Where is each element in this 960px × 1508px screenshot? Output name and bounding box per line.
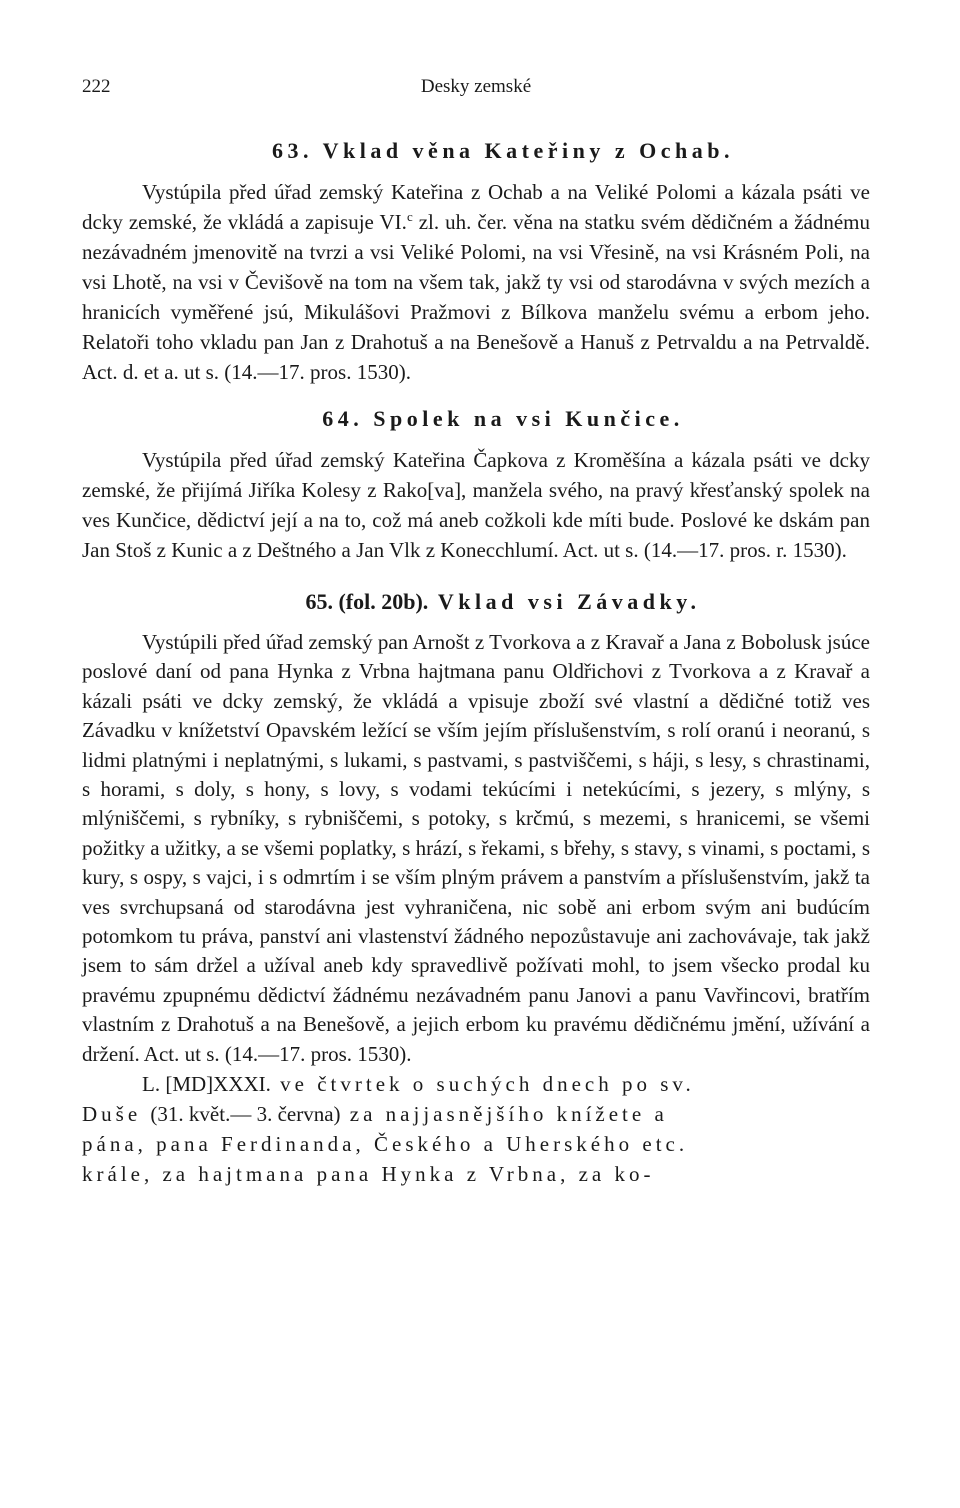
closing-line-2-plain: (31. květ.— 3. června): [150, 1102, 341, 1127]
closing-line-4: krále, za hajtmana pana Hynka z Vrbna, za ko-: [82, 1162, 655, 1187]
section-title-65-prefix: 65. (fol. 20b).: [305, 589, 429, 614]
section-body-63-part-1: Vystúpila před úřad zemský Kateřina z Ochab a na Veliké Polomi a kázala psáti ve dcky zemské, že vkládá a zapisuje VI.: [82, 180, 870, 234]
closing-line-2: [82, 1099, 870, 1129]
page-number: 222: [82, 76, 111, 97]
section-body-65: Vystúpili před úřad zemský pan Arnošt z Tvorkova a z Kravař a Jana z Bobolusk jsúce poslové daní od pana Hynka z Vrbna hajtmana panu Oldřichovi z Tvorkova a z Kravař a kázali psáti ve dcky zemský, že vkládá a vpisuje zboží své vlastní a dědičné totiž ves Závadku v knížetství Opavském ležící se vším jejím příslušenstvím, s rolí oranú i neoranú, s lidmi platnými i neplatnými, s lukami, s pastvami, s pastviščemi, s háji, s lesy, s chrastinami, s horami, s doly, s hony, s lovy, s vodami tekúcími i netekúcími, s jezery, s mlýny, s mlýniščemi, s rybníky, s rybniščemi, s potoky, s krčmú, s mezemi, s hranicemi, se všemi požitky a užitky, a se všemi poplatky, s hrází, s řekami, s břehy, s stavy, s vinami, s poctami, s kury, s ospy, s vajci, i s odmrtím i se vším plným právem a panstvím a příslušenstvím, jakž ta ves svrchupsaná od starodávna jest vyhraničena, nic sobě ani erbom svým ani budúcím potomkom tu práva, panství ani vlastenství žádného nepozůstavuje ani zachovávaje, tak jakž jsem to sám držel a užíval aneb kdy spravedlivě požívati mohl, to jsem všecko prodal ku pravému zpupnému dědictví žádnému nezávadném panu Janovi a panu Vavřincovi, bratřím vlastním z Drahotuš a na Benešově, a jejich erbom ku pravému dědičnému jmění, užívání a držení. Act. ut s. (14.—17. pros. 1530).: [82, 630, 870, 1066]
closing-line-2-spaced-a: Duše: [82, 1102, 142, 1127]
section-body-63-part-2: zl. uh. čer. věna na statku svém dědičném a žádnému nezávadném jmenovitě na tvrzi a vsi Veliké Polomi, na vsi Vřesině, na vsi Krásném Poli, na vsi Lhotě, na vsi v Čevišově na tom na všem tak, jakž ty vsi od starodávna v svých mezích a hranicích vyměřené jsú, Mikulášovi Pražmovi z Bílkova manželu svému a erbom jeho. Relatoři toho vkladu pan Jan z Drahotuš a na Benešově a Hanuš z Petrvaldu a na Petrvaldě. Act. d. et a. ut s. (14.—17. pros. 1530).: [82, 210, 870, 384]
section-body-63: [82, 177, 870, 387]
superscript-c: c: [406, 209, 413, 224]
section-title-65: [82, 587, 870, 616]
closing-line-3: pána, pana Ferdinanda, Českého a Uherského etc.: [82, 1132, 689, 1157]
running-title: Desky zemské: [420, 76, 532, 97]
closing-line-1-lead: L. [MD]XXXI.: [142, 1072, 271, 1097]
section-title-65-spaced: Vklad vsi Závadky.: [437, 589, 701, 614]
section-title-63: 63. Vklad věna Kateřiny z Ochab.: [271, 138, 734, 163]
document-page: [82, 60, 870, 1189]
running-head: [82, 60, 870, 100]
closing-line-1: [82, 1069, 870, 1099]
closing-line-1-spaced: ve čtvrtek o suchých dnech po sv.: [280, 1072, 695, 1097]
closing-block: [82, 1069, 870, 1189]
section-title-64: 64. Spolek na vsi Kunčice.: [322, 406, 684, 431]
closing-line-2-spaced-b: za najjasnějšího knížete a: [349, 1102, 668, 1127]
section-body-64: Vystúpila před úřad zemský Kateřina Čapkova z Kroměšína a kázala psáti ve dcky zemské, že přijímá Jiříka Kolesy z Rako[va], manžela svého, na pravý křesťanský spolek na ves Kunčice, dědictví její a na to, což má aneb cožkoli kde míti bude. Poslové ke dskám pan Jan Stoš z Kunic a z Deštného a Jan Vlk z Konecchlumí. Act. ut s. (14.—17. pros. r. 1530).: [82, 448, 870, 562]
